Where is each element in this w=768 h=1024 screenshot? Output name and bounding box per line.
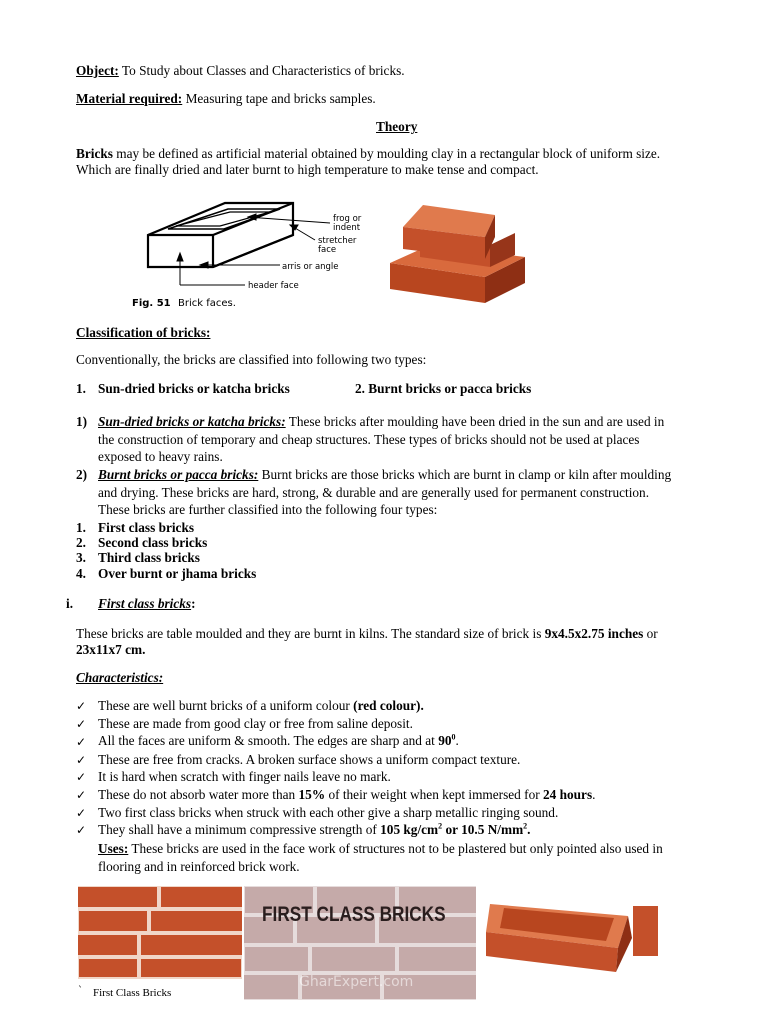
characteristic-text: These are well burnt bricks of a uniform colour — [98, 698, 350, 713]
superscript: 2 — [438, 821, 443, 831]
characteristic-text: . — [592, 787, 596, 802]
characteristic-8 — [98, 822, 530, 838]
object-line — [76, 63, 405, 79]
detail2-number: 2) — [76, 467, 88, 482]
characteristic-text: All the faces are uniform & smooth. — [98, 733, 291, 748]
detail1-title: Sun-dried bricks or katcha bricks: — [98, 414, 286, 429]
diagram-label-stretcher: stretcher — [318, 236, 357, 246]
caption-mark: ` — [78, 986, 83, 997]
superscript: 2 — [523, 821, 528, 831]
characteristic-bold: 105 kg/cm — [380, 822, 439, 837]
characteristic-bold: 90 — [438, 733, 452, 748]
characteristic-7: Two first class bricks when struck with each other give a sharp metallic ringing sound. — [98, 805, 559, 820]
detail2-line1 — [98, 467, 671, 483]
characteristic-text: These do not absorb water more than — [98, 787, 296, 802]
characteristic-3 — [98, 733, 459, 749]
type1-number: 1. — [76, 381, 86, 396]
check-icon: ✓ — [76, 753, 87, 767]
diagram-label-arris: arris or angle — [282, 262, 339, 272]
brick-stack-image — [375, 195, 545, 310]
four-type-label: First class bricks — [98, 520, 195, 535]
first-class-bricks-banner-image — [244, 886, 476, 1000]
uses-line1 — [98, 841, 663, 857]
characteristic-text: . — [455, 733, 459, 748]
banner-title: FIRST CLASS BRICKS — [262, 903, 446, 927]
classification-heading: Classification of bricks: — [76, 325, 211, 340]
type1-label: Sun-dried bricks or katcha bricks — [98, 381, 290, 396]
material-text: Measuring tape and bricks samples. — [185, 91, 376, 106]
diagram-label-header: header face — [248, 281, 299, 291]
brick-faces-diagram — [130, 195, 375, 310]
four-type-number: 4. — [76, 566, 86, 581]
detail2-line3: These bricks are further classified into the following four types: — [98, 502, 438, 517]
diagram-label-indent: indent — [333, 223, 361, 233]
first-class-number: i. — [66, 596, 74, 611]
characteristic-text: of their weight when kept immersed for — [328, 787, 540, 802]
four-type-number: 1. — [76, 520, 86, 535]
degree-superscript: 0 — [451, 732, 456, 742]
first-class-colon: : — [191, 596, 196, 611]
standard-size-inches: 9x4.5x2.75 inches — [544, 626, 644, 641]
watermark-text: GharExpert.com — [299, 974, 414, 990]
object-label: Object: — [76, 63, 119, 78]
characteristics-heading: Characteristics: — [76, 670, 164, 685]
single-brick-image — [478, 886, 658, 1000]
check-icon: ✓ — [76, 699, 87, 713]
first-class-line1 — [76, 626, 658, 642]
first-class-heading — [98, 596, 196, 612]
check-icon: ✓ — [76, 717, 87, 731]
detail2-line2: and drying. These bricks are hard, strong, & durable and are generally used for permanent construction. — [98, 485, 650, 500]
characteristic-text: They shall have a minimum compressive strength of — [98, 822, 377, 837]
characteristic-bold: or 10.5 N/mm — [445, 822, 524, 837]
material-line — [76, 91, 376, 107]
four-type-number: 2. — [76, 535, 86, 550]
uses-text: These bricks are used in the face work of structures not to be plastered but only pointed also used in — [131, 841, 663, 856]
check-icon: ✓ — [76, 770, 87, 784]
intro-text-1: may be defined as artificial material obtained by moulding clay in a rectangular block of uniform size. — [116, 146, 661, 161]
four-type-label: Third class bricks — [98, 550, 200, 565]
uses-label: Uses: — [98, 841, 129, 856]
diagram-label-frog: frog or — [333, 214, 362, 224]
detail2-title: Burnt bricks or pacca bricks: — [98, 467, 259, 482]
type2-label: 2. Burnt bricks or pacca bricks — [355, 381, 532, 396]
four-type-number: 3. — [76, 550, 86, 565]
four-type-label: Over burnt or jhama bricks — [98, 566, 257, 581]
characteristic-6 — [98, 787, 595, 803]
diagram-label-face: face — [318, 245, 337, 255]
intro-line-1 — [76, 146, 660, 162]
first-class-title: First class bricks — [98, 596, 192, 611]
first-class-line1-or: or — [646, 626, 658, 641]
detail1-text1: These bricks after moulding have been dried in the sun and are used in — [288, 414, 665, 429]
characteristic-1 — [98, 698, 424, 714]
classification-intro: Conventionally, the bricks are classified into following two types: — [76, 352, 427, 367]
characteristic-2: These are made from good clay or free from saline deposit. — [98, 716, 413, 731]
first-class-line1-text: These bricks are table moulded and they are burnt in kilns. The standard size of brick is — [76, 626, 542, 641]
diagram-caption-text: Brick faces. — [178, 298, 236, 309]
characteristic-bold: 15% — [298, 787, 326, 802]
characteristic-4: These are free from cracks. A broken surface shows a uniform compact texture. — [98, 752, 521, 767]
diagram-caption-fig: Fig. 51 — [132, 298, 171, 309]
detail1-line2: the construction of temporary and cheap structures. These types of bricks should not be used at places — [98, 432, 640, 447]
characteristic-bold: (red colour). — [353, 698, 424, 713]
four-type-label: Second class bricks — [98, 535, 208, 550]
theory-heading: Theory — [376, 119, 418, 134]
detail2-text1: Burnt bricks are those bricks which are burnt in clamp or kiln after moulding — [261, 467, 672, 482]
characteristic-bold: . — [527, 822, 531, 837]
object-text: To Study about Classes and Characteristics of bricks. — [121, 63, 405, 78]
standard-size-cm: 23x11x7 cm. — [76, 642, 146, 657]
characteristic-5: It is hard when scratch with finger nails leave no mark. — [98, 769, 391, 784]
first-class-bricks-wall-image — [78, 886, 242, 1000]
characteristic-text: The edges are sharp and at — [293, 733, 435, 748]
bricks-term: Bricks — [76, 146, 113, 161]
first-class-bricks-caption: First Class Bricks — [93, 987, 172, 999]
detail1-number: 1) — [76, 414, 88, 429]
material-label: Material required: — [76, 91, 183, 106]
characteristic-bold: 24 hours — [542, 787, 593, 802]
check-icon: ✓ — [76, 806, 87, 820]
intro-line-2: Which are finally dried and later burnt to high temperature to make tense and compact. — [76, 162, 539, 177]
check-icon: ✓ — [76, 788, 87, 802]
uses-line2: flooring and in reinforced brick work. — [98, 859, 300, 874]
detail1-line3: exposed to heavy rains. — [98, 449, 223, 464]
check-icon: ✓ — [76, 735, 87, 749]
check-icon: ✓ — [76, 823, 87, 837]
detail1-line1 — [98, 414, 664, 430]
